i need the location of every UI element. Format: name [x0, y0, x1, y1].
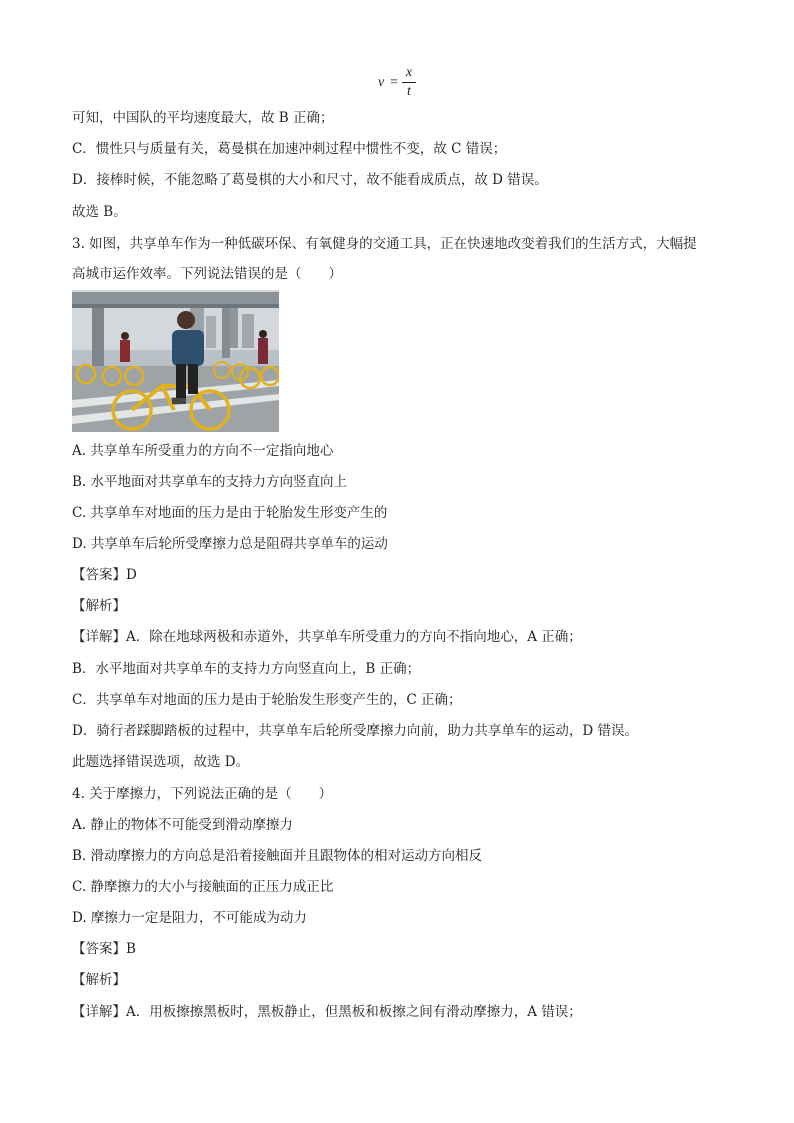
option-a: A. 静止的物体不可能受到滑动摩擦力: [72, 817, 293, 833]
formula-denominator: t: [407, 84, 411, 99]
option-b: B. 滑动摩擦力的方向总是沿着接触面并且跟物体的相对运动方向相反: [72, 848, 483, 864]
option-d: D. 摩擦力一定是阻力，不可能成为动力: [72, 910, 307, 926]
question-4-stem: 4. 关于摩擦力，下列说法正确的是（ ）: [72, 786, 333, 802]
analysis-label: 【解析】: [72, 598, 126, 614]
option-c: C. 共享单车对地面的压力是由于轮胎发生形变产生的: [72, 505, 388, 521]
analysis-label: 【解析】: [72, 972, 126, 988]
option-c: C. 静摩擦力的大小与接触面的正压力成正比: [72, 879, 334, 895]
option-b: B. 水平地面对共享单车的支持力方向竖直向上: [72, 474, 348, 490]
explanation-line: 此题选择错误选项，故选 D。: [72, 754, 250, 770]
answer-label: 【答案】D: [72, 567, 137, 583]
question-3-stem-cont: 高城市运作效率。下列说法错误的是（ ）: [72, 266, 342, 282]
explanation-line: D．骑行者踩脚踏板的过程中，共享单车后轮所受摩擦力向前，助力共享单车的运动，D 错误。: [72, 723, 638, 739]
explanation-line: 【详解】A．除在地球两极和赤道外，共享单车所受重力的方向不指向地心，A 正确；: [72, 629, 582, 645]
fraction-bar: [402, 82, 416, 83]
text-line: D．接棒时候，不能忽略了葛曼棋的大小和尺寸，故不能看成质点，故 D 错误。: [72, 172, 548, 188]
shared-bike-photo: [72, 290, 279, 432]
text-line: C．惯性只与质量有关，葛曼棋在加速冲刺过程中惯性不变，故 C 错误；: [72, 141, 507, 157]
option-a: A. 共享单车所受重力的方向不一定指向地心: [72, 443, 334, 459]
explanation-line: C．共享单车对地面的压力是由于轮胎发生形变产生的，C 正确；: [72, 692, 462, 708]
text-line: 可知，中国队的平均速度最大，故 B 正确；: [72, 110, 334, 126]
formula-equals: =: [390, 75, 398, 90]
formula-fraction: [402, 66, 416, 99]
explanation-line: B．水平地面对共享单车的支持力方向竖直向上，B 正确；: [72, 661, 421, 677]
option-d: D. 共享单车后轮所受摩擦力总是阻碍共享单车的运动: [72, 536, 388, 552]
answer-label: 【答案】B: [72, 941, 136, 957]
text-line: 故选 B。: [72, 204, 127, 220]
question-3-stem: 3. 如图，共享单车作为一种低碳环保、有氧健身的交通工具，正在快速地改变着我们的生活方式，大幅提: [72, 236, 697, 252]
formula-numerator: x: [405, 65, 413, 80]
explanation-line: 【详解】A．用板擦擦黑板时，黑板静止，但黑板和板擦之间有滑动摩擦力，A 错误；: [72, 1004, 582, 1020]
formula-v: v: [378, 75, 385, 90]
